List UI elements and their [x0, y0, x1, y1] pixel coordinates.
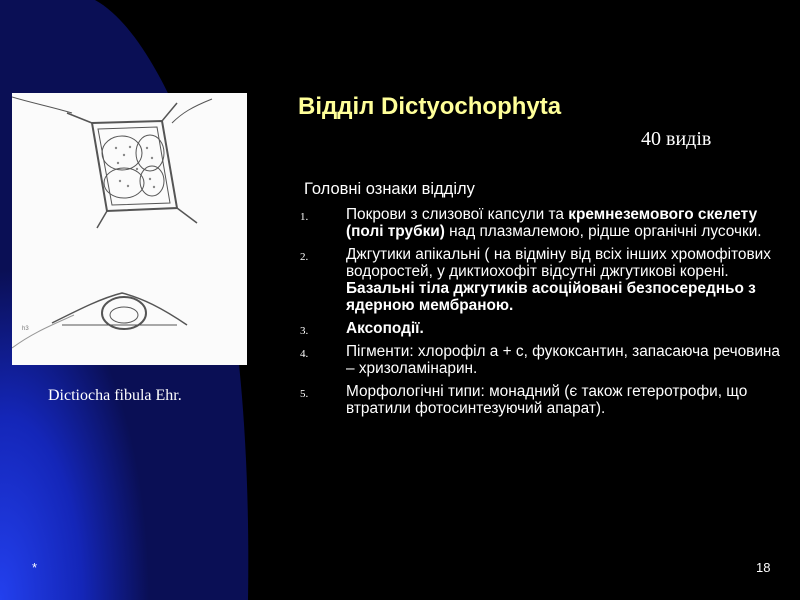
feature-item	[300, 343, 780, 377]
feature-text: Морфологічні типи: монадний (є також гетеротрофи, що втратили фотосинтезуючий апарат).	[346, 383, 748, 417]
page-number: 18	[756, 560, 771, 575]
dictyocha-figure	[12, 93, 247, 365]
feature-text: Покрови з слизової капсули та	[346, 206, 569, 223]
feature-number: 1.	[300, 211, 309, 223]
feature-text: Пігменти: хлорофіл а + с, фукоксантин, запасаюча речовина – хризоламінарин.	[346, 343, 780, 377]
feature-text: над плазмалемою, рідше органічні лусочки.	[444, 223, 762, 240]
svg-text:h3: h3	[22, 326, 29, 332]
slide-title: Відділ Dictyochophyta	[298, 93, 562, 120]
feature-text-bold: Аксоподії.	[346, 320, 424, 337]
feature-number: 5.	[300, 388, 309, 400]
feature-item	[300, 246, 780, 314]
dictyocha-drawing-icon	[12, 93, 247, 365]
feature-number: 4.	[300, 348, 309, 360]
feature-number: 2.	[300, 251, 309, 263]
figure-caption: Dictiocha fibula Ehr.	[48, 387, 182, 404]
feature-text-bold: Базальні тіла джгутиків асоційовані безпосередньо з ядерною мембраною.	[346, 280, 756, 314]
footer-asterisk: *	[32, 560, 38, 575]
feature-number: 3.	[300, 325, 309, 337]
species-count: 40 видів	[641, 128, 712, 150]
section-subtitle: Головні ознаки відділу	[304, 180, 475, 198]
feature-item	[300, 206, 780, 240]
features-list	[300, 206, 780, 423]
feature-item	[300, 320, 780, 337]
feature-text: Джгутики апікальні ( на відміну від всіх інших хромофітових водоростей, у диктиохофіт відсутні джгутикові корені.	[346, 246, 771, 280]
feature-item	[300, 383, 780, 417]
feature-text-bold: кремнеземового скелету (полі трубки)	[346, 206, 758, 240]
